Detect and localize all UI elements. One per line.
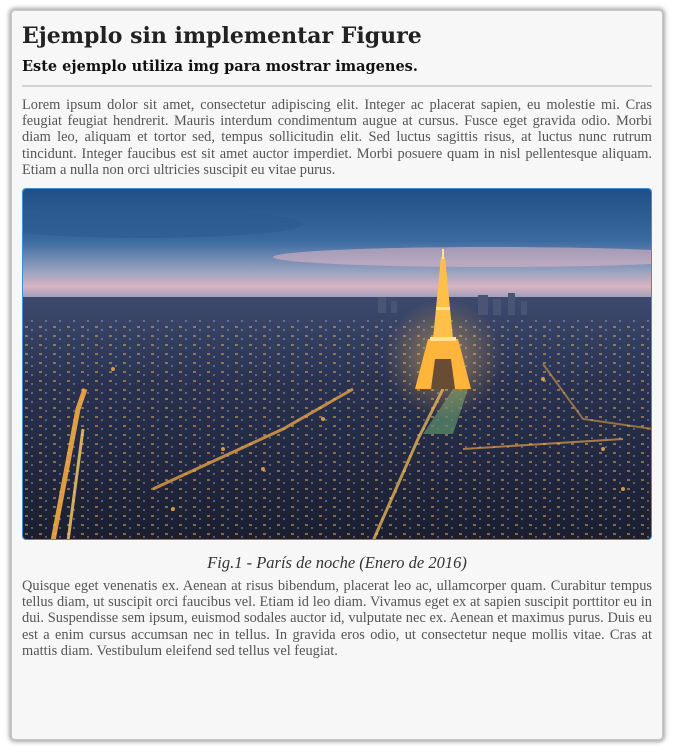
intro-paragraph: Lorem ipsum dolor sit amet, consectetur adipiscing elit. Integer ac placerat sapien, eu molestie mi. Cras feugiat feugiat hendrerit. Mauris interdum condimentum augue at cursus. Fusce eget gravida odio. Morbi diam leo, aliquam et tortor sed, tempus sollicitudin elit. Sed luctus sagittis risus, at luctus nunc rutrum tincidunt. Integer faucibus est sit amet auctor imperdiet. Morbi posuere quam in nisl pellentesque aliquam. Etiam a nulla non orci ultricies suscipit eu vitae purus. xyxy=(22,97,652,178)
page-title: Ejemplo sin implementar Figure xyxy=(22,23,422,49)
paris-night-illustration xyxy=(23,189,652,540)
article-card xyxy=(11,10,663,740)
figure-caption: Fig.1 - París de noche (Enero de 2016) xyxy=(207,553,467,573)
divider xyxy=(22,85,652,87)
paris-night-photo xyxy=(22,188,652,540)
page-subtitle: Este ejemplo utiliza img para mostrar imagenes. xyxy=(22,58,418,75)
second-paragraph: Quisque eget venenatis ex. Aenean at risus bibendum, placerat leo ac, ullamcorper quam. Curabitur tempus tellus diam, ut suscipit orci faucibus vel. Etiam id leo diam. Vivamus eget ex at sapien suscipit porttitor eu in dui. Suspendisse sem ipsum, euismod sodales auctor id, vulputate nec ex. Aenean et maximus purus. Duis eu est a enim cursus accumsan nec in tellus. In gravida eros odio, ut consectetur neque mollis vitae. Cras at mattis diam. Vestibulum eleifend sed tellus vel feugiat. xyxy=(22,578,652,659)
